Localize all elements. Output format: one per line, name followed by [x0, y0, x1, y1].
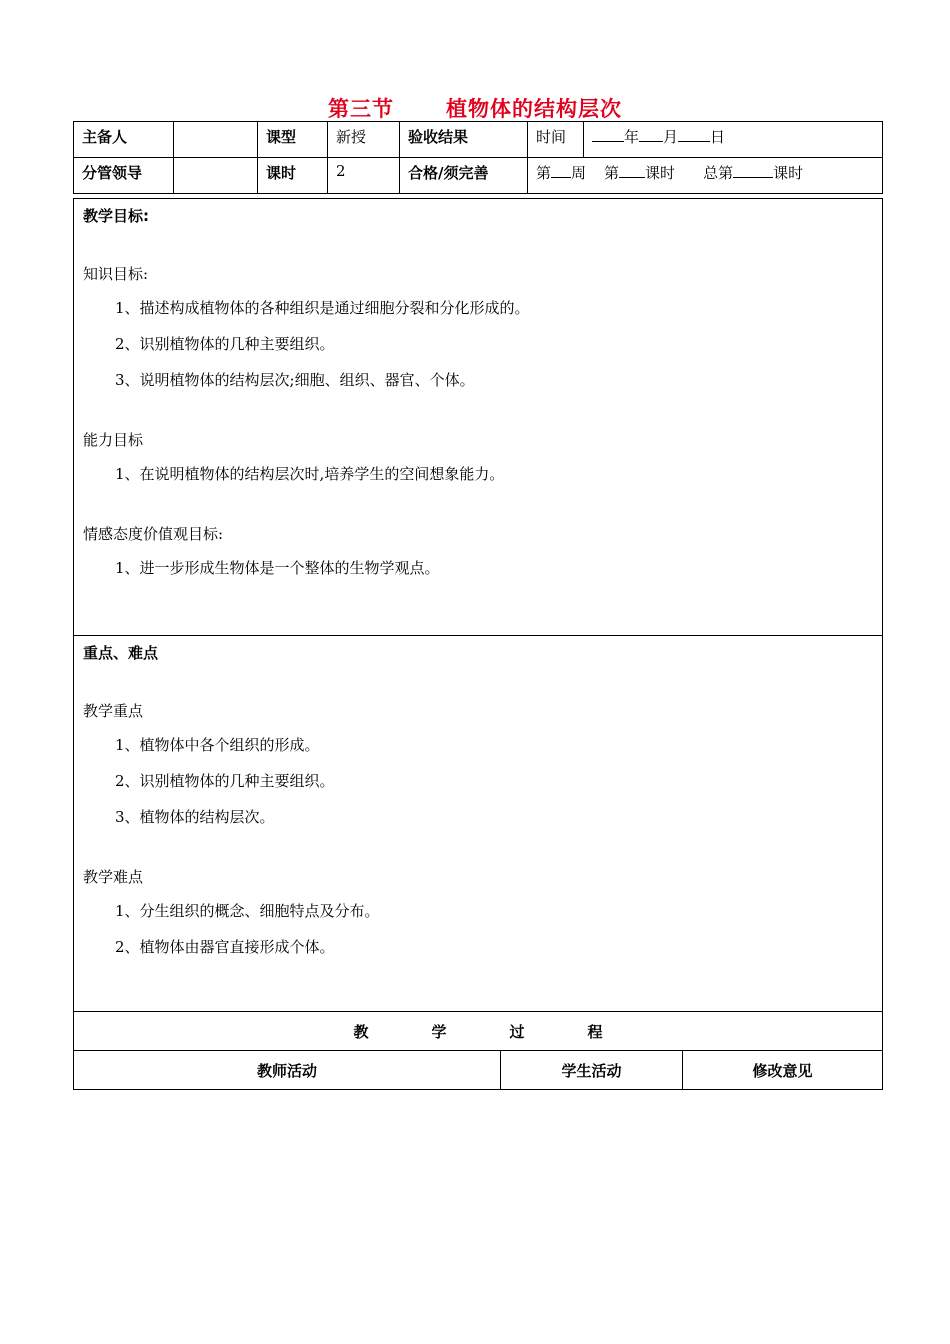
- student-activity-header: 学生活动: [501, 1051, 683, 1090]
- objectives-heading: 教学目标:: [83, 207, 149, 225]
- leader-value: [174, 158, 258, 194]
- day-label: 日: [710, 128, 726, 146]
- keypoints-section: [74, 636, 883, 1012]
- list-item: 1、植物体中各个组织的形成。: [115, 736, 320, 754]
- preparer-value: [174, 122, 258, 158]
- emotion-heading: 情感态度价值观目标:: [83, 525, 224, 543]
- content-table: [73, 198, 883, 1090]
- process-heading: 教 学 过 程: [74, 1012, 883, 1051]
- title-topic: 植物体的结构层次: [446, 97, 622, 121]
- ability-heading: 能力目标: [83, 431, 144, 449]
- acceptance-value: 合格/须完善: [400, 158, 528, 194]
- focus-heading: 教学重点: [83, 702, 144, 720]
- keypoints-heading: 重点、难点: [83, 644, 159, 662]
- objectives-section: [74, 199, 883, 636]
- list-item: 1、在说明植物体的结构层次时,培养学生的空间想象能力。: [115, 465, 505, 483]
- list-item: 2、植物体由器官直接形成个体。: [115, 938, 335, 956]
- revision-notes-header: 修改意见: [683, 1051, 883, 1090]
- schedule-fields: 第 周 第 课时 总第 课时: [528, 158, 883, 194]
- lesson-type-label: 课型: [258, 122, 328, 158]
- teacher-activity-header: 教师活动: [74, 1051, 501, 1090]
- acceptance-label: 验收结果: [400, 122, 528, 158]
- title-section: 第三节: [328, 97, 394, 121]
- list-item: 3、植物体的结构层次。: [115, 808, 275, 826]
- lesson-hours-label: 课时: [258, 158, 328, 194]
- leader-label: 分管领导: [74, 158, 174, 194]
- list-item: 1、描述构成植物体的各种组织是通过细胞分裂和分化形成的。: [115, 299, 530, 317]
- time-label: 时间: [528, 122, 584, 158]
- knowledge-heading: 知识目标:: [83, 265, 149, 283]
- header-table: [73, 121, 883, 194]
- lesson-type-value: 新授: [328, 122, 400, 158]
- list-item: 1、进一步形成生物体是一个整体的生物学观点。: [115, 559, 440, 577]
- year-label: 年: [624, 128, 640, 146]
- month-label: 月: [663, 128, 679, 146]
- list-item: 2、识别植物体的几种主要组织。: [115, 335, 335, 353]
- preparer-label: 主备人: [74, 122, 174, 158]
- date-fields: [584, 122, 883, 158]
- list-item: 3、说明植物体的结构层次;细胞、组织、器官、个体。: [115, 371, 475, 389]
- list-item: 2、识别植物体的几种主要组织。: [115, 772, 335, 790]
- list-item: 1、分生组织的概念、细胞特点及分布。: [115, 902, 380, 920]
- lesson-hours-value: 2: [328, 158, 400, 194]
- difficulty-heading: 教学难点: [83, 868, 144, 886]
- page-title: [0, 93, 950, 123]
